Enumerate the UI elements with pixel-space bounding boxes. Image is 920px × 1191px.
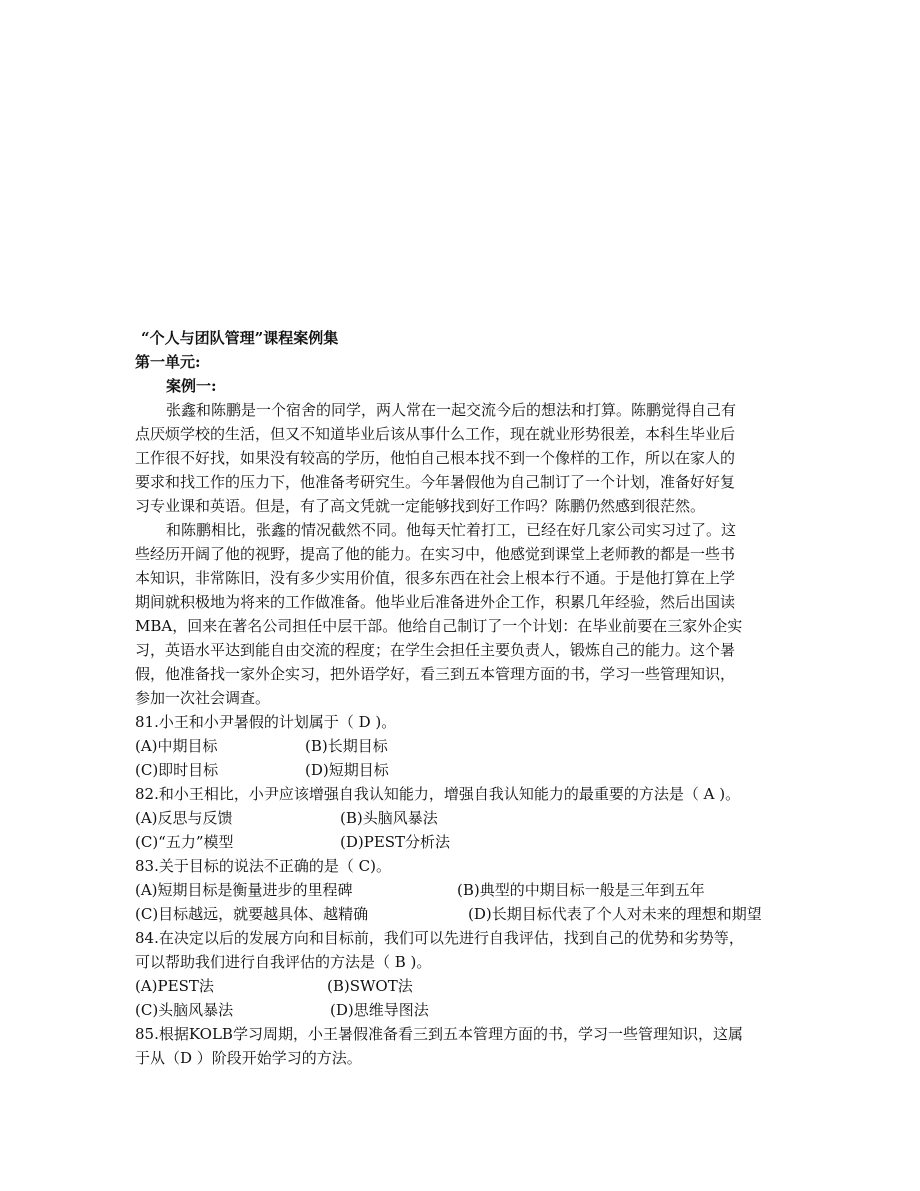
question-83	[135, 854, 791, 926]
option-b: (B)长期目标	[305, 737, 388, 755]
paragraph-line: 张鑫和陈鹏是一个宿舍的同学，两人常在一起交流今后的想法和打算。陈鹏觉得自己有	[166, 401, 737, 419]
question-stem: 于从（D ）阶段开始学习的方法。	[135, 1049, 362, 1067]
paragraph-line: 本知识，非常陈旧，没有多少实用价值，很多东西在社会上根本行不通。于是他打算在上学	[135, 569, 736, 587]
paragraph-line: 期间就积极地为将来的工作做准备。他毕业后准备进外企工作，积累几年经验，然后出国读	[135, 593, 736, 611]
option-a: (A)PEST法	[135, 977, 214, 995]
unit-heading: 第一单元:	[135, 353, 201, 371]
paragraph-line: MBA，回来在著名公司担任中层干部。他给自己制订了一个计划：在毕业前要在三家外企实	[135, 617, 743, 635]
option-b: (B)SWOT法	[327, 977, 413, 995]
paragraph-line: 习，英语水平达到能自由交流的程度；在学生会担任主要负责人，锻炼自己的能力。这个暑	[135, 641, 736, 659]
option-row	[135, 998, 791, 1022]
option-row	[135, 734, 791, 758]
option-row	[135, 806, 791, 830]
case-paragraph-1	[135, 398, 791, 518]
option-d: (D)思维导图法	[330, 1001, 429, 1019]
paragraph-line: 习专业课和英语。但是，有了高文凭就一定能够找到好工作吗？陈鹏仍然感到很茫然。	[135, 497, 706, 515]
option-c: (C)头脑风暴法	[135, 1001, 234, 1019]
paragraph-line: 工作很不好找，如果没有较高的学历，他怕自己根本找不到一个像样的工作，所以在家人的	[135, 449, 736, 467]
option-row	[135, 758, 791, 782]
question-81	[135, 710, 791, 782]
option-a: (A)反思与反馈	[135, 809, 233, 827]
paragraph-line: 假，他准备找一家外企实习，把外语学好，看三到五本管理方面的书，学习一些管理知识，	[135, 665, 736, 683]
option-row	[135, 974, 791, 998]
paragraph-line: 点厌烦学校的生活，但又不知道毕业后该从事什么工作，现在就业形势很差，本科生毕业后	[135, 425, 736, 443]
question-stem: 85.根据KOLB学习周期，小王暑假准备看三到五本管理方面的书，学习一些管理知识，这属	[135, 1025, 743, 1043]
case-paragraph-2	[135, 518, 791, 710]
document-title: “个人与团队管理”课程案例集	[141, 329, 339, 347]
question-stem: 81.小王和小尹暑假的计划属于（ D )。	[135, 713, 397, 731]
question-stem: 82.和小王相比，小尹应该增强自我认知能力，增强自我认知能力的最重要的方法是（ A )。	[135, 785, 741, 803]
option-c: (C)即时目标	[135, 761, 219, 779]
paragraph-line: 参加一次社会调查。	[135, 689, 271, 707]
option-b: (B)头脑风暴法	[340, 809, 438, 827]
option-d: (D)长期目标代表了个人对未来的理想和期望	[468, 905, 762, 923]
case-heading: 案例一:	[166, 377, 217, 395]
option-a: (A)中期目标	[135, 737, 218, 755]
option-a: (A)短期目标是衡量进步的里程碑	[135, 881, 353, 899]
question-84	[135, 926, 791, 1022]
question-stem: 83.关于目标的说法不正确的是（ C)。	[135, 857, 391, 875]
question-82	[135, 782, 791, 854]
option-d: (D)短期目标	[305, 761, 389, 779]
option-c: (C)目标越远，就要越具体、越精确	[135, 905, 369, 923]
question-85	[135, 1022, 791, 1070]
question-stem: 可以帮助我们进行自我评估的方法是（ B )。	[135, 953, 432, 971]
paragraph-line: 些经历开阔了他的视野，提高了他的能力。在实习中，他感觉到课堂上老师教的都是一些书	[135, 545, 736, 563]
document-body	[135, 326, 791, 1070]
option-c: (C)“五力”模型	[135, 833, 234, 851]
option-row	[135, 830, 791, 854]
option-row	[135, 902, 791, 926]
option-d: (D)PEST分析法	[340, 833, 451, 851]
paragraph-line: 要求和找工作的压力下，他准备考研究生。今年暑假他为自己制订了一个计划，准备好好复	[135, 473, 736, 491]
question-stem: 84.在决定以后的发展方向和目标前，我们可以先进行自我评估，找到自己的优势和劣势等，	[135, 929, 744, 947]
option-row	[135, 878, 791, 902]
paragraph-line: 和陈鹏相比，张鑫的情况截然不同。他每天忙着打工，已经在好几家公司实习过了。这	[166, 521, 737, 539]
option-b: (B)典型的中期目标一般是三年到五年	[457, 881, 705, 899]
